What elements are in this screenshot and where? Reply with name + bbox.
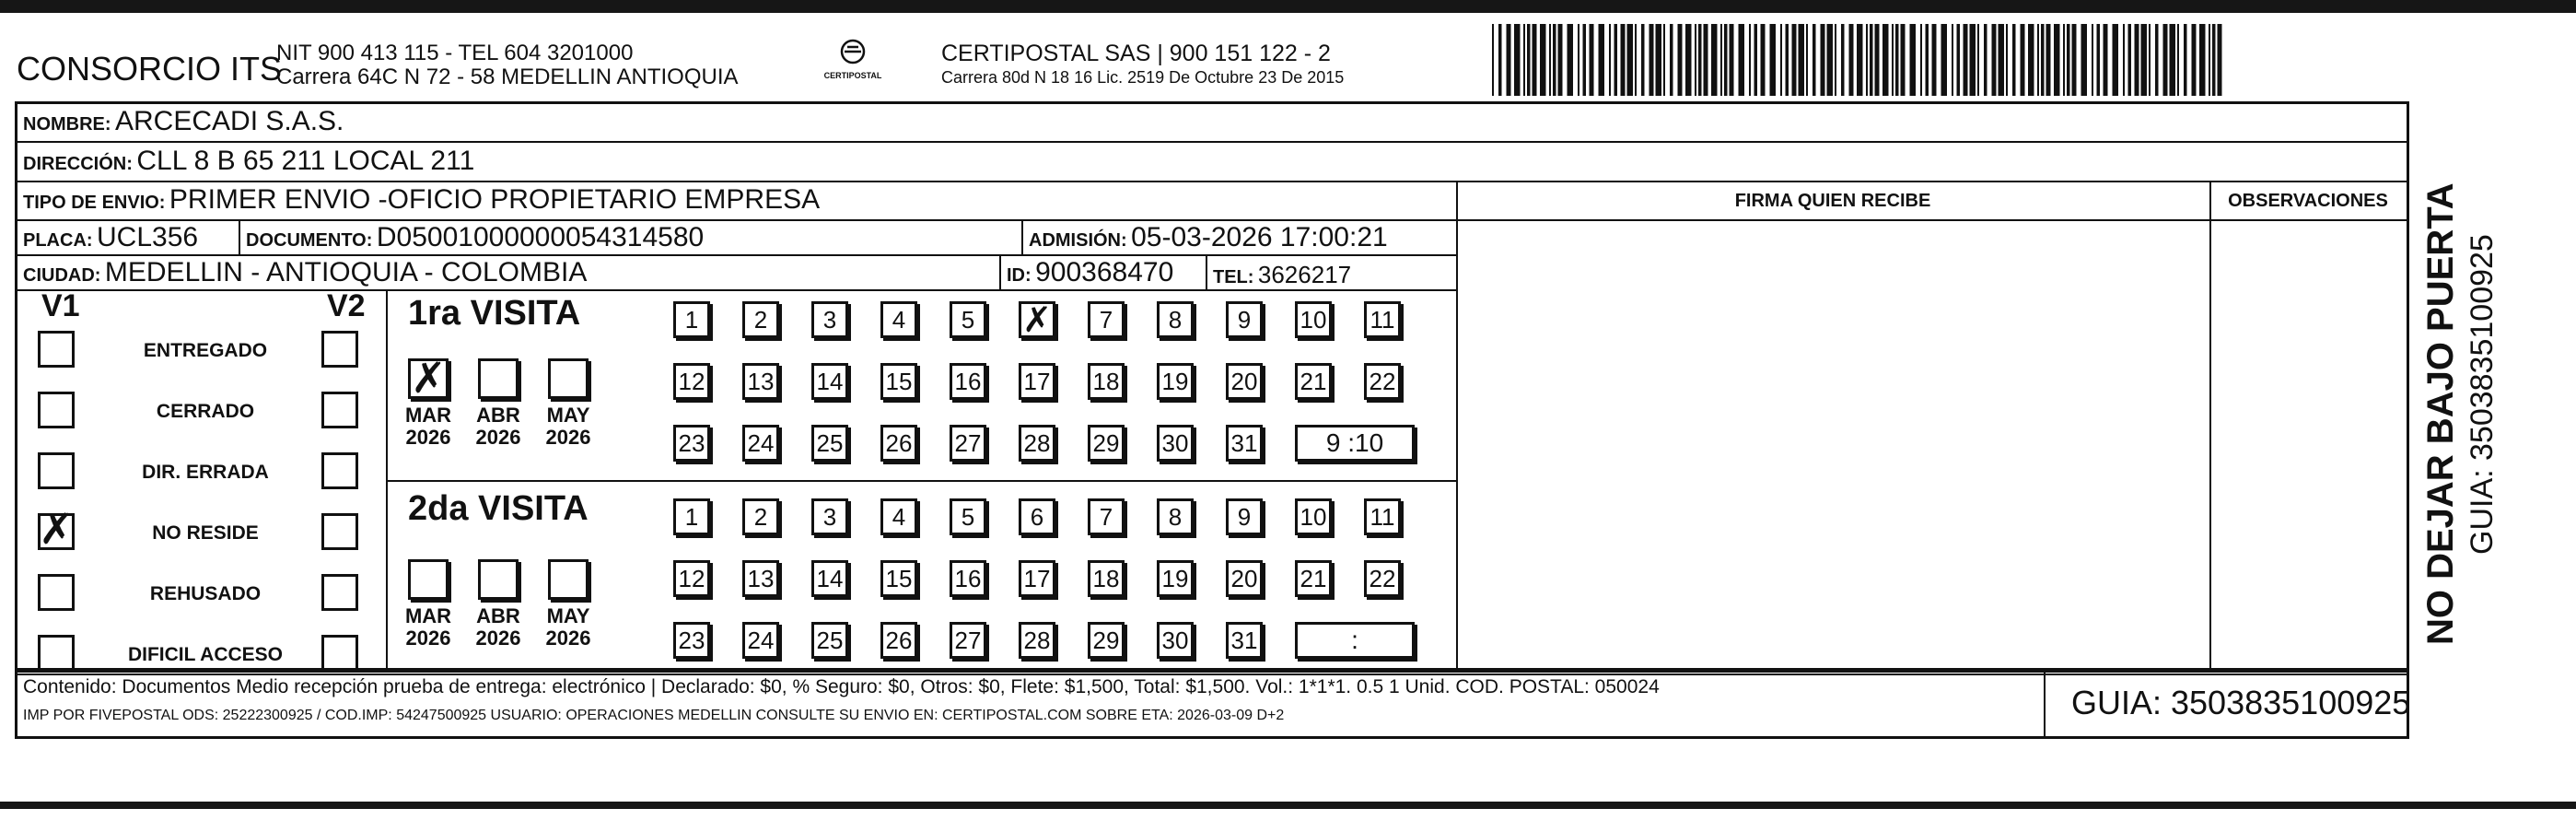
second-visit-day-box[interactable]: 28 bbox=[1019, 622, 1055, 659]
second-visit-day-box[interactable]: 21 bbox=[1295, 560, 1332, 597]
status-v2-checkbox[interactable] bbox=[321, 331, 358, 368]
status-v1-checkbox[interactable] bbox=[38, 635, 75, 672]
ciudad-label: CIUDAD: bbox=[23, 265, 101, 286]
ciudad-row bbox=[23, 257, 587, 288]
second-visit-month-checkbox[interactable] bbox=[478, 559, 519, 600]
company-nit: NIT 900 413 115 - TEL 604 3201000 bbox=[276, 41, 634, 65]
status-label: DIR. ERRADA bbox=[142, 462, 269, 483]
first-visit-day-box[interactable]: 13 bbox=[742, 363, 779, 400]
status-label: CERRADO bbox=[156, 401, 255, 422]
firma-label: FIRMA QUIEN RECIBE bbox=[1734, 191, 1931, 211]
status-v1-checkbox[interactable] bbox=[38, 452, 75, 489]
first-visit-day-box[interactable]: 25 bbox=[811, 425, 848, 462]
second-visit-day-box[interactable]: 7 bbox=[1088, 498, 1125, 535]
second-visit-day-box[interactable]: 13 bbox=[742, 560, 779, 597]
nombre-value: ARCECADI S.A.S. bbox=[115, 106, 344, 136]
second-visit-day-box[interactable]: 14 bbox=[811, 560, 848, 597]
first-visit-day-box[interactable]: 9 bbox=[1226, 301, 1263, 338]
status-label: DIFICIL ACCESO bbox=[127, 644, 283, 665]
first-visit-day-box[interactable]: 31 bbox=[1226, 425, 1263, 462]
certipostal-logo bbox=[816, 39, 890, 80]
courier-name: CERTIPOSTAL SAS | 900 151 122 - 2 bbox=[941, 41, 1331, 66]
first-visit-day-box[interactable]: 10 bbox=[1295, 301, 1332, 338]
second-visit-day-box[interactable]: 22 bbox=[1364, 560, 1401, 597]
month-name: MAR bbox=[404, 404, 452, 427]
status-v2-checkbox[interactable] bbox=[321, 574, 358, 611]
month-year: 2026 bbox=[405, 426, 451, 449]
documento-label: DOCUMENTO: bbox=[246, 230, 373, 251]
first-visit-day-box[interactable]: 21 bbox=[1295, 363, 1332, 400]
id-value: 900368470 bbox=[1035, 257, 1174, 287]
first-visit-day-box[interactable]: 24 bbox=[742, 425, 779, 462]
second-visit-day-box[interactable]: 8 bbox=[1157, 498, 1194, 535]
first-visit-day-box[interactable]: 27 bbox=[950, 425, 986, 462]
second-visit-day-box[interactable]: 20 bbox=[1226, 560, 1263, 597]
company-address: Carrera 64C N 72 - 58 MEDELLIN ANTIOQUIA bbox=[276, 64, 739, 89]
tel-label: TEL: bbox=[1213, 267, 1254, 287]
first-visit-month-checkbox[interactable] bbox=[548, 358, 589, 399]
first-visit-day-box[interactable]: 30 bbox=[1157, 425, 1194, 462]
first-visit-title: 1ra VISITA bbox=[408, 294, 581, 333]
month-year: 2026 bbox=[545, 426, 591, 449]
top-border-bar bbox=[0, 0, 2576, 13]
status-v1-checkbox[interactable] bbox=[38, 504, 75, 554]
second-visit-title: 2da VISITA bbox=[408, 489, 589, 528]
status-label: NO RESIDE bbox=[152, 522, 259, 544]
logo-icon bbox=[834, 39, 871, 66]
logo-text: CERTIPOSTAL bbox=[823, 71, 882, 80]
second-visit-day-box[interactable]: 12 bbox=[673, 560, 710, 597]
first-visit-day-box[interactable]: ✗ bbox=[1019, 301, 1055, 338]
month-name: MAY bbox=[546, 604, 590, 627]
second-visit-day-box[interactable]: 15 bbox=[880, 560, 917, 597]
admision-row bbox=[1029, 222, 1388, 253]
status-v1-checkbox[interactable] bbox=[38, 574, 75, 611]
placa-row bbox=[23, 222, 198, 253]
second-visit-day-box[interactable]: 25 bbox=[811, 622, 848, 659]
footer-imp-line: IMP POR FIVEPOSTAL ODS: 25222300925 / COD.IMP: 54247500925 USUARIO: OPERACIONES MEDELLIN CONSULTE SU ENVIO EN: CERTIPOSTAL.COM SOBRE ETA: 2026-03-09 D+2 bbox=[23, 708, 1285, 723]
first-visit-day-box[interactable]: 19 bbox=[1157, 363, 1194, 400]
second-visit-day-box[interactable]: 27 bbox=[950, 622, 986, 659]
id-label: ID: bbox=[1007, 265, 1032, 286]
second-visit-day-box[interactable]: 29 bbox=[1088, 622, 1125, 659]
first-visit-month-label bbox=[541, 404, 596, 449]
direccion-value: CLL 8 B 65 211 LOCAL 211 bbox=[136, 146, 475, 176]
month-year: 2026 bbox=[545, 627, 591, 650]
second-visit-month-label bbox=[401, 605, 456, 650]
tipo-row bbox=[23, 184, 820, 216]
documento-row bbox=[246, 222, 704, 253]
status-label: REHUSADO bbox=[149, 583, 262, 604]
second-visit-month-label bbox=[541, 605, 596, 650]
second-visit-day-box[interactable]: 26 bbox=[880, 622, 917, 659]
second-visit-time-field[interactable]: : bbox=[1295, 622, 1415, 659]
company-name: CONSORCIO ITS bbox=[17, 50, 283, 88]
first-visit-day-box[interactable]: 4 bbox=[880, 301, 917, 338]
second-visit-day-box[interactable]: 3 bbox=[811, 498, 848, 535]
first-visit-day-box[interactable]: 1 bbox=[673, 301, 710, 338]
v1-header: V1 bbox=[41, 288, 80, 323]
footer-box bbox=[15, 671, 2409, 739]
placa-value: UCL356 bbox=[97, 222, 199, 252]
v2-header: V2 bbox=[327, 288, 366, 323]
second-visit-day-box[interactable]: 19 bbox=[1157, 560, 1194, 597]
status-v2-checkbox[interactable] bbox=[321, 635, 358, 672]
documento-value: D05001000000054314580 bbox=[376, 222, 705, 252]
admision-label: ADMISIÓN: bbox=[1029, 230, 1127, 251]
no-dejar-bajo-puerta: NO DEJAR BAJO PUERTA bbox=[2420, 182, 2461, 645]
placa-label: PLACA: bbox=[23, 230, 93, 251]
nombre-row bbox=[23, 106, 344, 137]
status-v2-checkbox[interactable] bbox=[321, 513, 358, 550]
first-visit-day-box[interactable]: 12 bbox=[673, 363, 710, 400]
month-name: MAR bbox=[404, 604, 452, 627]
direccion-label: DIRECCIÓN: bbox=[23, 154, 133, 174]
status-v1-checkbox[interactable] bbox=[38, 331, 75, 368]
first-visit-day-box[interactable]: 5 bbox=[950, 301, 986, 338]
second-visit-day-box[interactable]: 18 bbox=[1088, 560, 1125, 597]
month-name: MAY bbox=[546, 404, 590, 427]
courier-address: Carrera 80d N 18 16 Lic. 2519 De Octubre 23 De 2015 bbox=[941, 68, 1345, 87]
first-visit-day-box[interactable]: 20 bbox=[1226, 363, 1263, 400]
second-visit-day-box[interactable]: 1 bbox=[673, 498, 710, 535]
status-v2-checkbox[interactable] bbox=[321, 392, 358, 428]
second-visit-day-box[interactable]: 16 bbox=[950, 560, 986, 597]
footer-content-line: Contenido: Documentos Medio recepción prueba de entrega: electrónico | Declarado: $0, % Seguro: $0, Otros: $0, Flete: $1,500, Total: $1,500. Vol.: 1*1*1. 0.5 1 Unid. COD. POSTAL: 050024 bbox=[23, 676, 1660, 697]
first-visit-day-box[interactable]: 16 bbox=[950, 363, 986, 400]
second-visit-month-label bbox=[471, 605, 526, 650]
first-visit-day-box[interactable]: 7 bbox=[1088, 301, 1125, 338]
observaciones-label: OBSERVACIONES bbox=[2228, 191, 2388, 211]
first-visit-day-box[interactable]: 17 bbox=[1019, 363, 1055, 400]
tipo-value: PRIMER ENVIO -OFICIO PROPIETARIO EMPRESA bbox=[169, 184, 821, 215]
first-visit-day-box[interactable]: 18 bbox=[1088, 363, 1125, 400]
status-label: ENTREGADO bbox=[143, 340, 268, 361]
first-visit-month-checkbox[interactable] bbox=[408, 353, 449, 403]
first-visit-day-box[interactable]: 29 bbox=[1088, 425, 1125, 462]
second-visit-day-box[interactable]: 6 bbox=[1019, 498, 1055, 535]
id-row bbox=[1007, 257, 1173, 288]
first-visit-month-checkbox[interactable] bbox=[478, 358, 519, 399]
tipo-label: TIPO DE ENVIO: bbox=[23, 193, 166, 213]
footer-guia: GUIA: 3503835100925 bbox=[2071, 684, 2411, 721]
first-visit-day-box[interactable]: 11 bbox=[1364, 301, 1401, 338]
second-visit-day-box[interactable]: 31 bbox=[1226, 622, 1263, 659]
second-visit-month-checkbox[interactable] bbox=[548, 559, 589, 600]
second-visit-day-box[interactable]: 2 bbox=[742, 498, 779, 535]
second-visit-day-box[interactable]: 4 bbox=[880, 498, 917, 535]
first-visit-day-box[interactable]: 8 bbox=[1157, 301, 1194, 338]
ciudad-value: MEDELLIN - ANTIOQUIA - COLOMBIA bbox=[104, 257, 588, 287]
tel-row bbox=[1213, 261, 1351, 289]
second-visit-month-checkbox[interactable] bbox=[408, 559, 449, 600]
first-visit-day-box[interactable]: 15 bbox=[880, 363, 917, 400]
bottom-border-bar bbox=[0, 802, 2576, 809]
second-visit-day-box[interactable]: 10 bbox=[1295, 498, 1332, 535]
second-visit-day-box[interactable]: 5 bbox=[950, 498, 986, 535]
second-visit-day-box[interactable]: 9 bbox=[1226, 498, 1263, 535]
side-guia: GUIA: 3503835100925 bbox=[2465, 234, 2500, 555]
first-visit-day-box[interactable]: 23 bbox=[673, 425, 710, 462]
tel-value: 3626217 bbox=[1257, 261, 1352, 288]
admision-value: 05-03-2026 17:00:21 bbox=[1131, 222, 1388, 252]
direccion-row bbox=[23, 146, 474, 177]
second-visit-day-box[interactable]: 23 bbox=[673, 622, 710, 659]
first-visit-month-label bbox=[471, 404, 526, 449]
month-year: 2026 bbox=[405, 627, 451, 650]
month-name: ABR bbox=[476, 404, 520, 427]
first-visit-day-box[interactable]: 3 bbox=[811, 301, 848, 338]
first-visit-day-box[interactable]: 22 bbox=[1364, 363, 1401, 400]
check-mark-icon: ✗ bbox=[39, 504, 75, 554]
second-visit-day-box[interactable]: 30 bbox=[1157, 622, 1194, 659]
check-mark-icon: ✗ bbox=[411, 353, 447, 403]
delivery-form bbox=[15, 101, 2409, 673]
status-v2-checkbox[interactable] bbox=[321, 452, 358, 489]
second-visit-day-box[interactable]: 11 bbox=[1364, 498, 1401, 535]
first-visit-time-field[interactable]: 9 :10 bbox=[1295, 425, 1415, 462]
nombre-label: NOMBRE: bbox=[23, 114, 111, 135]
first-visit-day-box[interactable]: 28 bbox=[1019, 425, 1055, 462]
month-year: 2026 bbox=[475, 426, 521, 449]
month-name: ABR bbox=[476, 604, 520, 627]
first-visit-day-box[interactable]: 2 bbox=[742, 301, 779, 338]
second-visit-day-box[interactable]: 24 bbox=[742, 622, 779, 659]
first-visit-day-box[interactable]: 26 bbox=[880, 425, 917, 462]
barcode bbox=[1492, 24, 2229, 96]
status-v1-checkbox[interactable] bbox=[38, 392, 75, 428]
first-visit-day-box[interactable]: 14 bbox=[811, 363, 848, 400]
second-visit-day-box[interactable]: 17 bbox=[1019, 560, 1055, 597]
first-visit-month-label bbox=[401, 404, 456, 449]
month-year: 2026 bbox=[475, 627, 521, 650]
